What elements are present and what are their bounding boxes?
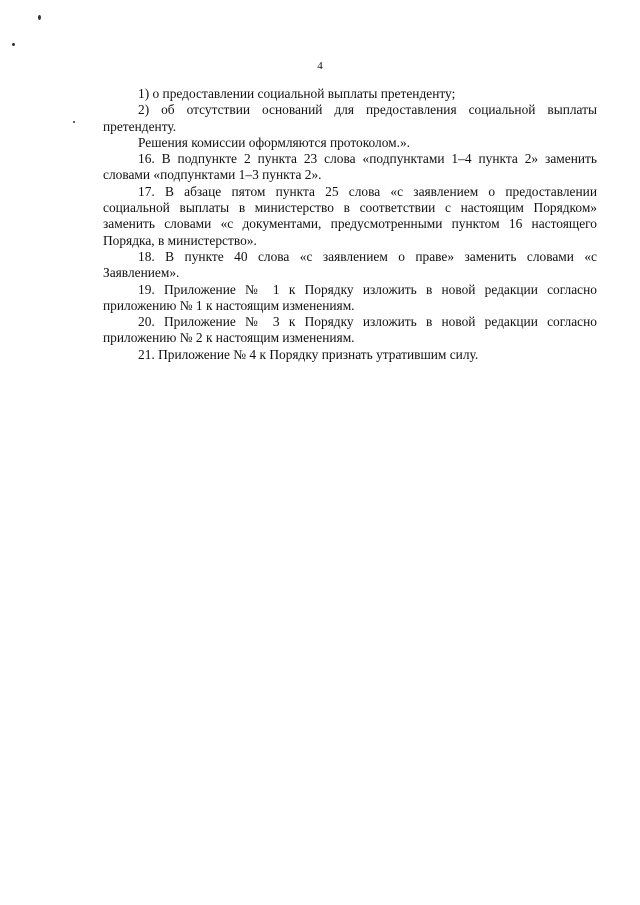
page-number: 4 (317, 60, 323, 72)
paragraph: 17. В абзаце пятом пункта 25 слова «с заявлением о предоставлении социальной выплаты в министерство в соответствии с настоящим Порядком» заменить словами «с документами, предусмотренными пунктом 16 настоящего Порядка, в министерство». (103, 183, 597, 248)
scan-speck (38, 15, 41, 20)
paragraph: 16. В подпункте 2 пункта 23 слова «подпунктами 1–4 пункта 2» заменить словами «подпунктами 1–3 пункта 2». (103, 151, 597, 183)
paragraph: 1) о предоставлении социальной выплаты претенденту; (138, 86, 456, 101)
scan-speck (12, 43, 15, 46)
document-body (103, 86, 597, 363)
paragraph: 19. Приложение № 1 к Порядку изложить в новой редакции согласно приложению № 1 к настоящим изменениям. (103, 281, 597, 313)
paragraph: 20. Приложение № 3 к Порядку изложить в новой редакции согласно приложению № 2 к настоящим изменениям. (103, 314, 597, 346)
paragraph: 18. В пункте 40 слова «с заявлением о праве» заменить словами «с Заявлением». (103, 248, 597, 281)
paragraph: Решения комиссии оформляются протоколом.». (138, 134, 411, 150)
scan-speck (73, 121, 75, 123)
paragraph: 2) об отсутствии оснований для предоставления социальной выплаты претенденту. (103, 102, 597, 134)
paragraph: 21. Приложение № 4 к Порядку признать утратившим силу. (138, 346, 479, 362)
